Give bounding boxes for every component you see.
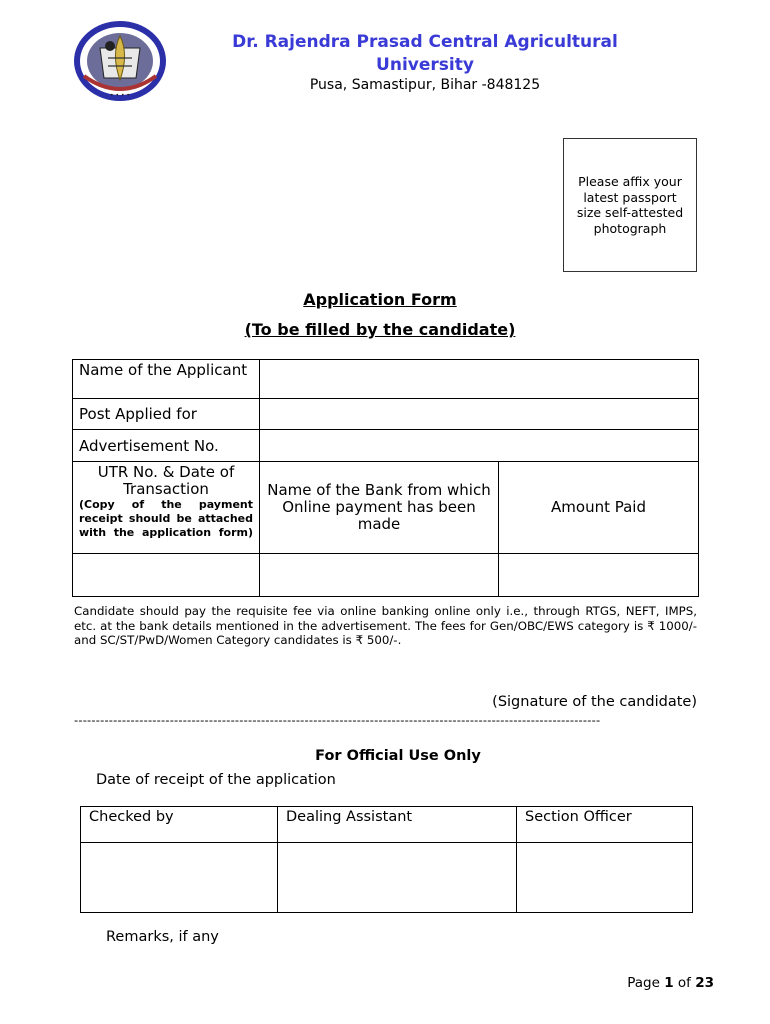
applicant-details-table — [72, 359, 699, 597]
table-row — [73, 399, 699, 430]
applicant-name-field[interactable] — [260, 360, 699, 399]
advertisement-field[interactable] — [260, 430, 699, 462]
official-use-title: For Official Use Only — [315, 748, 481, 764]
table-row — [73, 360, 699, 399]
signature-label: (Signature of the candidate) — [492, 694, 697, 710]
svg-text:• • • •: • • • • — [110, 92, 130, 99]
form-subtitle: (To be filled by the candidate) — [244, 320, 516, 339]
page-total: 23 — [695, 975, 714, 991]
post-applied-label: Post Applied for — [73, 399, 260, 430]
of-word: of — [677, 975, 691, 991]
page-current: 1 — [664, 975, 674, 991]
checked-by-field[interactable] — [81, 843, 278, 913]
university-address: Pusa, Samastipur, Bihar -848125 — [309, 77, 541, 93]
utr-note: (Copy of the payment receipt should be attached with the application form) — [79, 498, 253, 539]
page-number — [560, 975, 714, 991]
page-word: Page — [627, 975, 660, 991]
table-row — [73, 554, 699, 597]
section-officer-label: Section Officer — [517, 807, 693, 843]
photo-placeholder-box — [563, 138, 697, 272]
university-logo — [70, 18, 170, 104]
form-title: Application Form — [303, 290, 457, 309]
advertisement-label: Advertisement No. — [73, 430, 260, 462]
fee-instructions: Candidate should pay the requisite fee via online banking online only i.e., through RTGS, NEFT, IMPS, etc. at the bank details mentioned in the advertisement. The fees for Gen/OBC/EWS category is ₹ 1000/- and SC/ST/PwD/Women Category candidates is ₹ 500/-. — [74, 604, 697, 647]
receipt-date-label: Date of receipt of the application — [96, 772, 336, 788]
checked-by-label: Checked by — [81, 807, 278, 843]
remarks-label: Remarks, if any — [106, 929, 219, 945]
utr-label: UTR No. & Date of Transaction — [97, 463, 235, 498]
bank-name-field[interactable] — [260, 554, 499, 597]
table-row — [73, 462, 699, 554]
table-row — [81, 807, 693, 843]
official-use-table — [80, 806, 693, 913]
amount-paid-label: Amount Paid — [499, 462, 699, 554]
dealing-assistant-label: Dealing Assistant — [278, 807, 517, 843]
dealing-assistant-field[interactable] — [278, 843, 517, 913]
photo-instructions: Please affix your latest passport size self-attested photograph — [576, 174, 684, 236]
section-officer-field[interactable] — [517, 843, 693, 913]
applicant-name-label: Name of the Applicant — [73, 360, 260, 399]
university-name: Dr. Rajendra Prasad Central Agricultural University — [232, 32, 618, 75]
table-row — [81, 843, 693, 913]
utr-field[interactable] — [73, 554, 260, 597]
table-row — [73, 430, 699, 462]
amount-paid-field[interactable] — [499, 554, 699, 597]
utr-cell — [73, 462, 260, 554]
cut-line-divider: ------------------------------------------------------------------------------------------------------------------------- — [74, 713, 601, 727]
bank-name-label: Name of the Bank from which Online payment has been made — [260, 462, 499, 554]
post-applied-field[interactable] — [260, 399, 699, 430]
